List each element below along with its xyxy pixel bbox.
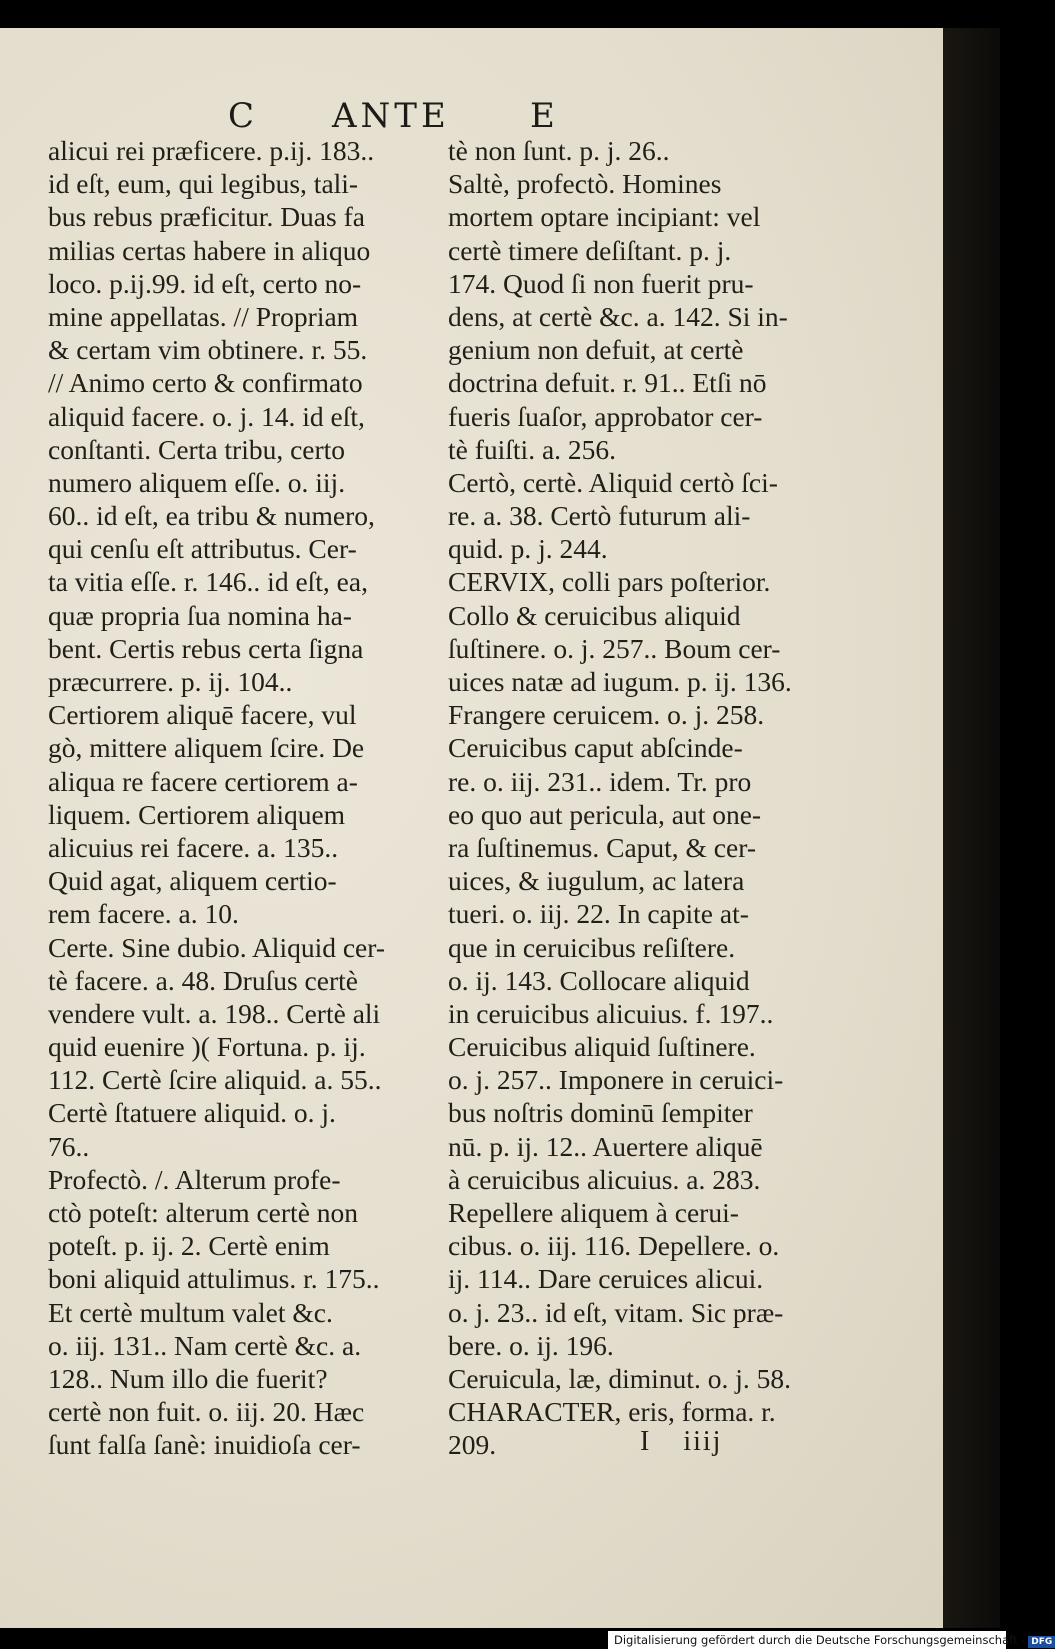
text-line: mine appellatas. // Propriam [48, 300, 359, 332]
text-line: ta vitia eſſe. r. 146.. id eſt, ea, [48, 566, 368, 598]
text-line: rem facere. a. 10. [48, 898, 239, 930]
text-line: Certiorem aliquē facere, vul [48, 699, 357, 731]
signature-numeral: iiij [683, 1426, 723, 1457]
text-line: eo quo aut pericula, aut one- [448, 798, 762, 830]
text-line: gò, mittere aliquem ſcire. De [48, 732, 365, 764]
text-line: alicuius rei facere. a. 135.. [48, 831, 339, 863]
text-line: 60.. id eſt, ea tribu & numero, [48, 500, 375, 532]
text-line: Frangere ceruicem. o. j. 258. [448, 699, 765, 731]
text-line: genium non defuit, at certè [448, 334, 744, 366]
text-line: ctò poteſt: alterum certè non [48, 1197, 359, 1228]
text-line: cibus. o. iij. 116. Depellere. o. [448, 1230, 780, 1262]
text-line: quid. p. j. 244. [448, 533, 608, 565]
text-line: id eſt, eum, qui legibus, tali- [48, 168, 359, 200]
page-shadow-edge [943, 28, 1000, 1628]
text-line: uices, & iugulum, ac latera [448, 865, 745, 897]
text-line: 112. Certè ſcire aliquid. a. 55.. [48, 1064, 382, 1096]
text-line: re. o. iij. 231.. idem. Tr. pro [448, 765, 752, 797]
text-line: Saltè, profectò. Homines [448, 168, 722, 200]
text-line: Profectò. /. Alterum profe- [48, 1163, 341, 1195]
text-line: in ceruicibus alicuius. f. 197.. [448, 997, 774, 1029]
text-line: nū. p. ij. 12.. Auertere aliquē [448, 1130, 763, 1162]
running-header [0, 96, 943, 136]
text-line: alicui rei præficere. p.ij. 183.. [48, 135, 375, 166]
text-line: loco. p.ij.99. id eſt, certo no- [48, 267, 362, 299]
right-column [448, 134, 816, 1462]
text-line: dens, at certè &c. a. 142. Si in- [448, 300, 788, 332]
text-line: o. j. 23.. id eſt, vitam. Sic præ- [448, 1296, 784, 1328]
text-line: Quid agat, aliquem certio- [48, 865, 337, 897]
text-line: o. iij. 131.. Nam certè &c. a. [48, 1329, 362, 1361]
text-line: 174. Quod ſi non fuerit pru- [448, 267, 754, 299]
text-line: doctrina defuit. r. 91.. Etſi nō [448, 367, 767, 399]
text-line: certè timere deſiſtant. p. j. [448, 234, 732, 266]
text-line: quæ propria ſua nomina ha- [48, 599, 352, 631]
text-line: mortem optare incipiant: vel [448, 201, 761, 233]
text-line: tè non ſunt. p. j. 26.. [448, 135, 670, 166]
text-line: Certè ſtatuere aliquid. o. j. [48, 1097, 336, 1129]
text-line: præcurrere. p. ij. 104.. [48, 666, 293, 697]
text-line: Certe. Sine dubio. Aliquid cer- [48, 931, 386, 963]
text-line: liquem. Certiorem aliquem [48, 798, 346, 830]
text-line: fueris ſuaſor, approbator cer- [448, 400, 763, 432]
text-line: vendere vult. a. 198.. Certè ali [48, 997, 381, 1029]
text-line: bere. o. ij. 196. [448, 1329, 614, 1361]
text-line: qui cenſu eſt attributus. Cer- [48, 533, 357, 565]
digitization-footer [608, 1631, 1053, 1649]
text-line: Ceruicibus aliquid ſuſtinere. [448, 1031, 756, 1063]
text-line: CERVIX, colli pars poſterior. [448, 566, 771, 598]
text-line: tueri. o. iij. 22. In capite at- [448, 898, 749, 930]
signature-letter: I [640, 1426, 652, 1457]
left-column [48, 134, 416, 1462]
text-line: Repellere aliquem à cerui- [448, 1197, 739, 1228]
dfg-logo-icon: DFG [1028, 1636, 1055, 1648]
text-line: & certam vim obtinere. r. 55. [48, 334, 368, 366]
text-line: milias certas habere in aliquo [48, 234, 371, 266]
text-line: boni aliquid attulimus. r. 175.. [48, 1263, 380, 1295]
text-line: uices natæ ad iugum. p. ij. 136. [448, 666, 792, 697]
text-line: Et certè multum valet &c. [48, 1296, 333, 1328]
text-line: Collo & ceruicibus aliquid [448, 599, 741, 631]
text-line: CHARACTER, eris, forma. r. [448, 1396, 776, 1428]
text-line: ſuſtinere. o. j. 257.. Boum cer- [448, 632, 781, 664]
text-line: re. a. 38. Certò futurum ali- [448, 500, 751, 532]
text-line: Ceruicibus caput abſcinde- [448, 732, 743, 764]
text-line: 209. [448, 1429, 497, 1461]
text-line: bus noſtris dominū ſempiter [448, 1097, 753, 1129]
text-line: Certò, certè. Aliquid certò ſci- [448, 466, 778, 498]
footer-text: Digitalisierung gefördert durch die Deutsche Forschungsgemeinschaft - [614, 1633, 1026, 1647]
text-line: tè fuiſti. a. 256. [448, 433, 617, 465]
header-right: E [530, 96, 559, 136]
text-line: que in ceruicibus reſiſtere. [448, 931, 736, 963]
text-line: o. ij. 143. Collocare aliquid [448, 964, 750, 996]
signature-mark [640, 1426, 722, 1458]
text-line: 76.. [48, 1130, 90, 1162]
text-line: à ceruicibus alicuius. a. 283. [448, 1163, 761, 1195]
text-line: aliquid facere. o. j. 14. id eſt, [48, 400, 365, 432]
text-line: tè facere. a. 48. Druſus certè [48, 964, 358, 996]
text-line: ra ſuſtinemus. Caput, & cer- [448, 831, 756, 863]
text-line: bent. Certis rebus certa ſigna [48, 632, 364, 664]
text-line: // Animo certo & confirmato [48, 367, 363, 399]
text-line: ſunt falſa ſanè: inuidioſa cer- [48, 1429, 361, 1461]
text-line: certè non fuit. o. iij. 20. Hæc [48, 1396, 365, 1428]
text-line: Ceruicula, læ, diminut. o. j. 58. [448, 1362, 791, 1394]
text-line: bus rebus præficitur. Duas fa [48, 201, 365, 233]
text-line: conſtanti. Certa tribu, certo [48, 433, 346, 465]
text-line: 128.. Num illo die fuerit? [48, 1362, 328, 1394]
header-left: C [228, 96, 259, 136]
text-line: quid euenire )( Fortuna. p. ij. [48, 1031, 366, 1063]
text-line: o. j. 257.. Imponere in ceruici- [448, 1064, 784, 1096]
text-line: aliqua re facere certiorem a- [48, 765, 358, 797]
text-line: ij. 114.. Dare ceruices alicui. [448, 1263, 764, 1295]
header-middle: ANTE [332, 96, 450, 136]
text-line: numero aliquem eſſe. o. iij. [48, 466, 346, 498]
text-line: poteſt. p. ij. 2. Certè enim [48, 1230, 330, 1262]
